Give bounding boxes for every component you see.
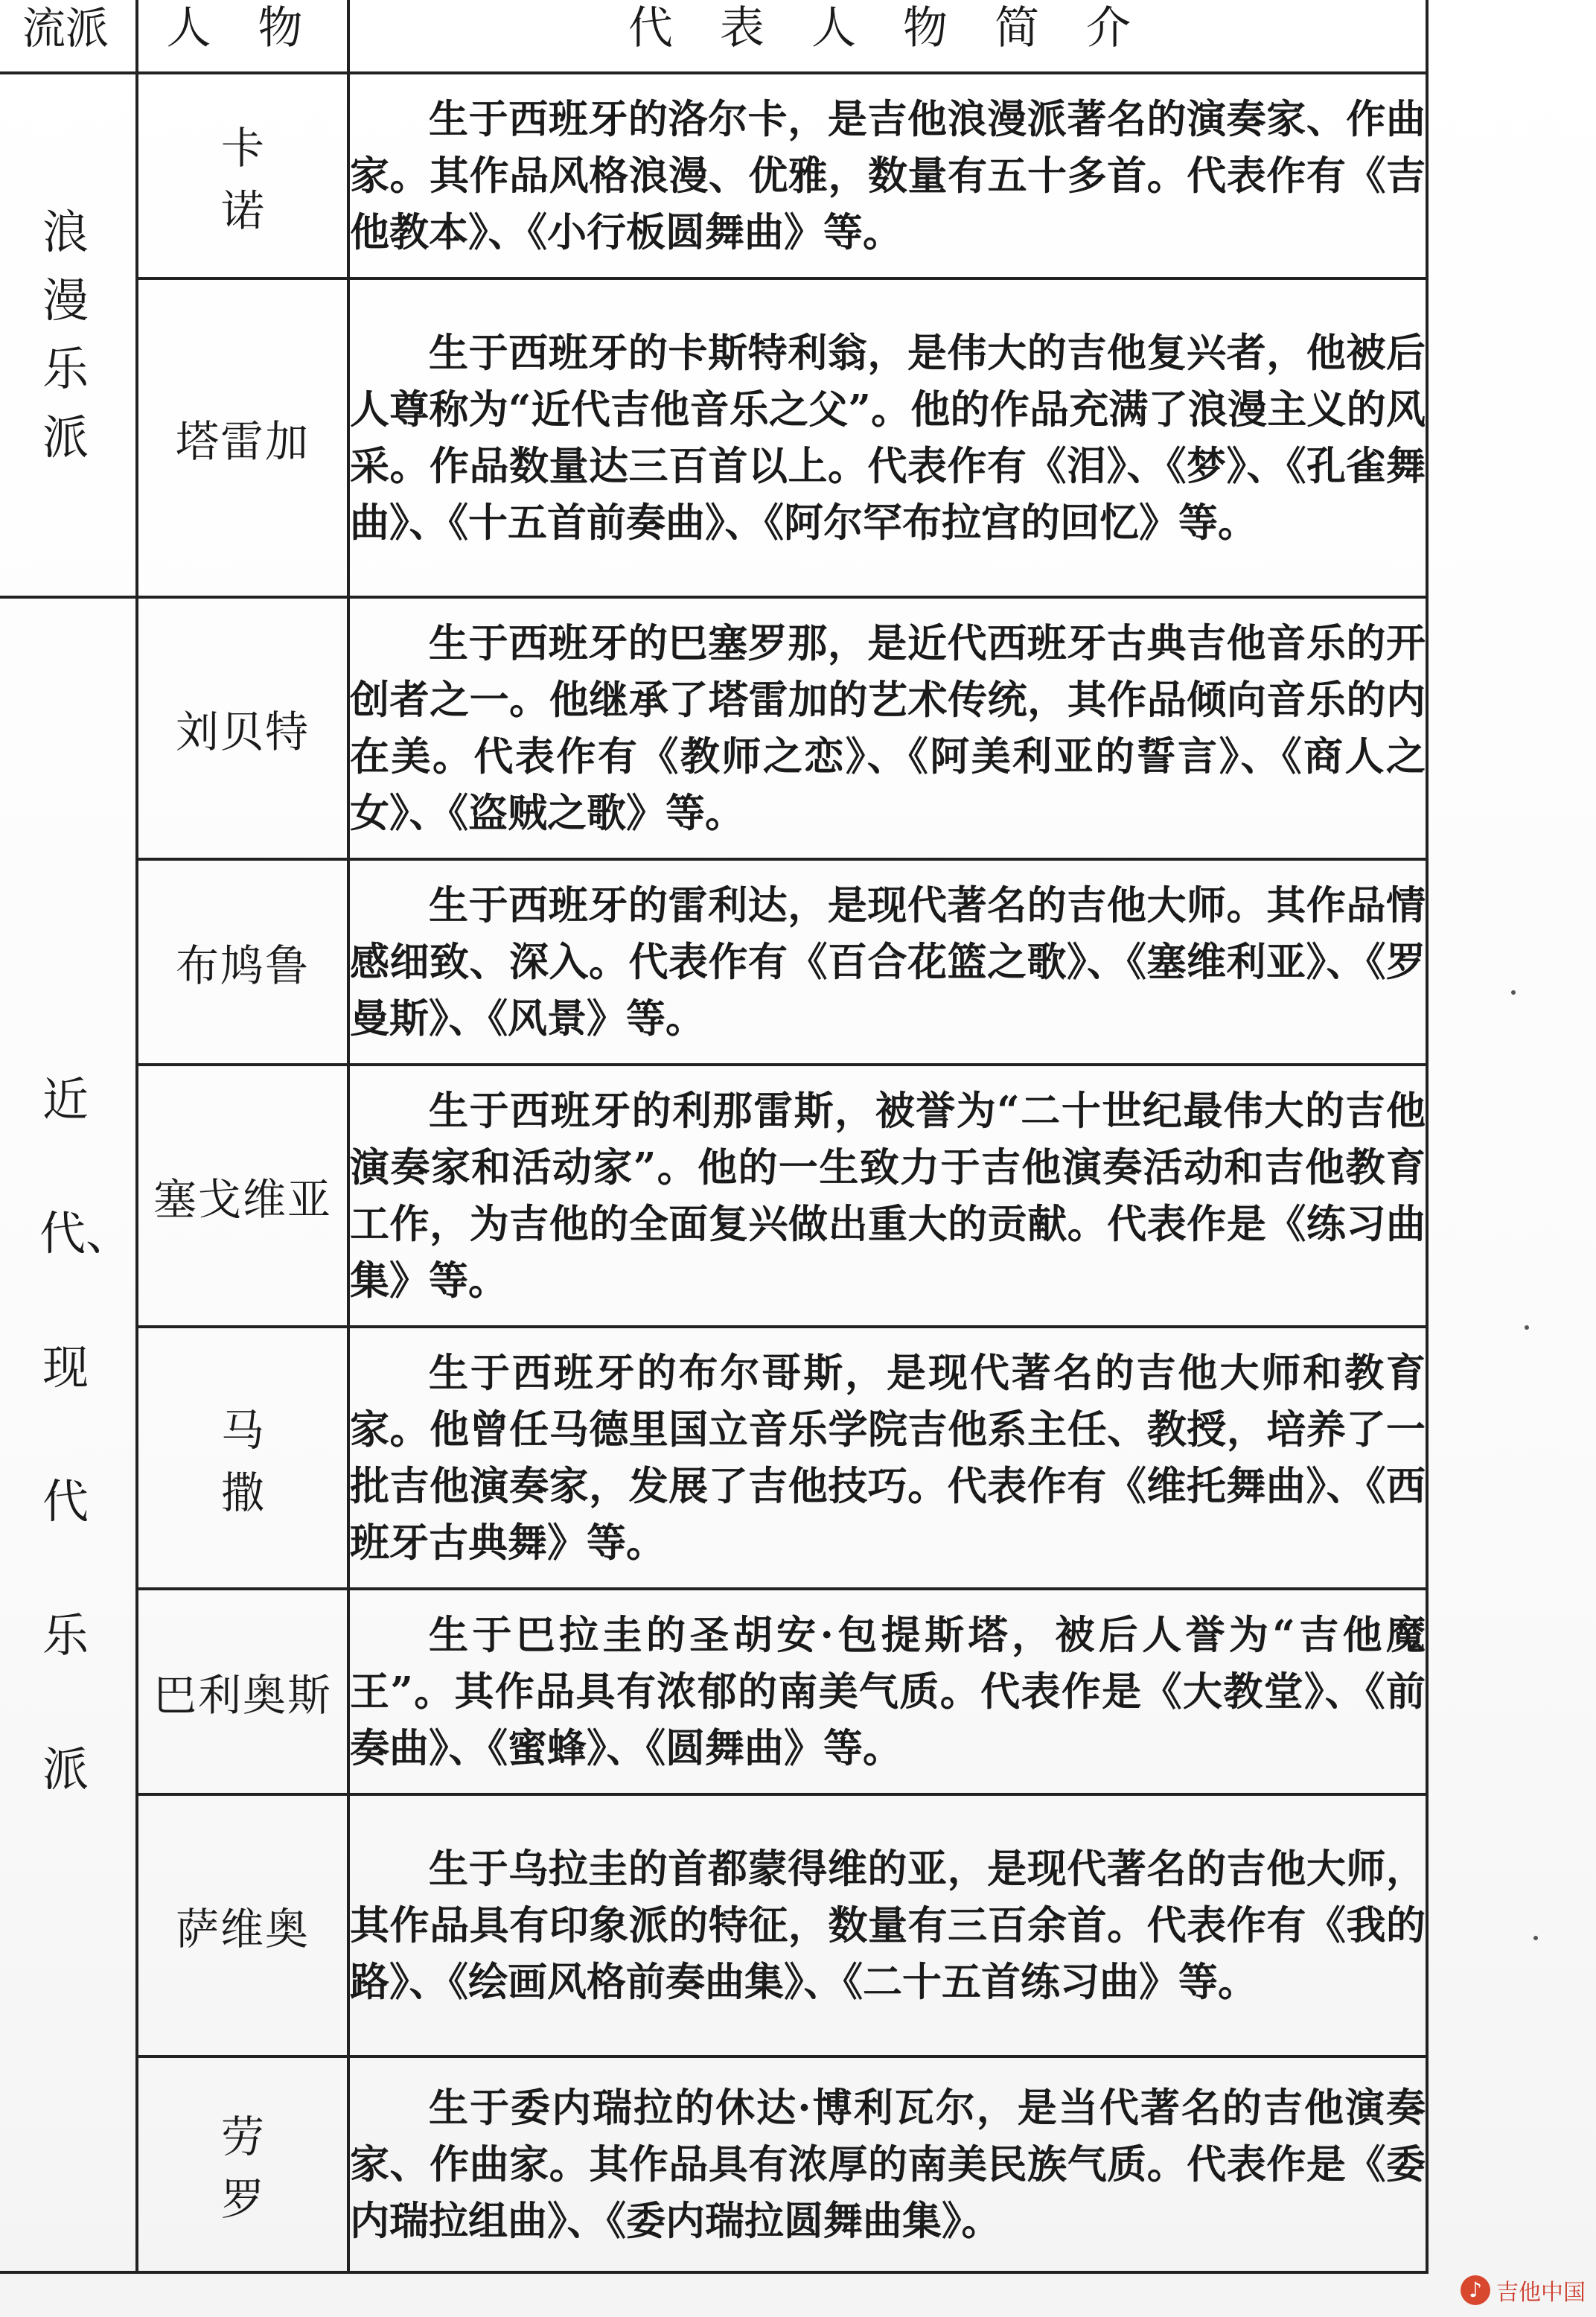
person-intro: 生于西班牙的卡斯特利翁，是伟大的吉他复兴者，他被后人尊称为“近代吉他音乐之父”。他的作品充满了浪漫主义的风采。作品数量达三百首以上。代表作有《泪》、《梦》、《孔雀舞曲》、《十五首前奏曲》、《阿尔罕布拉宫的回忆》等。 bbox=[348, 278, 1427, 597]
table-row bbox=[0, 597, 1427, 859]
person-intro: 生于巴拉圭的圣胡安·包提斯塔，被后人誉为“吉他魔王”。其作品具有浓郁的南美气质。代表作是《大教堂》、《前奏曲》、《蜜蜂》、《圆舞曲》等。 bbox=[348, 1589, 1427, 1794]
person-name: 卡 诺 bbox=[137, 73, 348, 278]
school-name: 浪漫乐派 bbox=[42, 205, 89, 465]
person-name: 布鸠鲁 bbox=[137, 859, 348, 1065]
person-intro: 生于西班牙的雷利达，是现代著名的吉他大师。其作品情感细致、深入。代表作有《百合花篮之歌》、《塞维利亚》、《罗曼斯》、《风景》等。 bbox=[348, 859, 1427, 1065]
header-school: 流派 bbox=[0, 0, 137, 73]
header-person: 人 物 bbox=[137, 0, 348, 73]
table-row bbox=[0, 2056, 1427, 2272]
table-row bbox=[0, 1794, 1427, 2056]
scan-speck bbox=[1533, 1936, 1538, 1940]
person-intro: 生于西班牙的巴塞罗那，是近代西班牙古典吉他音乐的开创者之一。他继承了塔雷加的艺术传统，其作品倾向音乐的内在美。代表作有《教师之恋》、《阿美利亚的誓言》、《商人之女》、《盗贼之歌》等。 bbox=[348, 597, 1427, 859]
table-row bbox=[0, 1589, 1427, 1794]
header-intro: 代 表 人 物 简 介 bbox=[348, 0, 1427, 73]
guitar-china-logo-icon: ♪ bbox=[1461, 2275, 1490, 2305]
school-cell-modern bbox=[0, 597, 137, 2272]
person-intro: 生于西班牙的利那雷斯，被誉为“二十世纪最伟大的吉他演奏家和活动家”。他的一生致力于吉他演奏活动和吉他教育工作，为吉他的全面复兴做出重大的贡献。代表作是《练习曲集》等。 bbox=[348, 1065, 1427, 1327]
scan-speck bbox=[1525, 1325, 1529, 1330]
person-name: 巴利奥斯 bbox=[137, 1589, 348, 1794]
table-row bbox=[0, 278, 1427, 597]
person-name: 萨维奥 bbox=[137, 1794, 348, 2056]
person-name: 塔雷加 bbox=[137, 278, 348, 597]
person-intro: 生于乌拉圭的首都蒙得维的亚，是现代著名的吉他大师，其作品具有印象派的特征，数量有三百余首。代表作有《我的路》、《绘画风格前奏曲集》、《二十五首练习曲》等。 bbox=[348, 1794, 1427, 2056]
table-row bbox=[0, 1065, 1427, 1327]
watermark bbox=[1461, 2274, 1586, 2307]
school-cell-romantic bbox=[0, 73, 137, 597]
person-intro: 生于西班牙的洛尔卡，是吉他浪漫派著名的演奏家、作曲家。其作品风格浪漫、优雅，数量有五十多首。代表作有《吉他教本》、《小行板圆舞曲》等。 bbox=[348, 73, 1427, 278]
person-intro: 生于西班牙的布尔哥斯，是现代著名的吉他大师和教育家。他曾任马德里国立音乐学院吉他系主任、教授，培养了一批吉他演奏家，发展了吉他技巧。代表作有《维托舞曲》、《西班牙古典舞》等。 bbox=[348, 1327, 1427, 1589]
watermark-text: 吉他中国 bbox=[1496, 2280, 1586, 2306]
school-name: 近代、现代乐派 bbox=[39, 1072, 133, 1797]
person-name: 塞戈维亚 bbox=[137, 1065, 348, 1327]
scan-speck bbox=[1511, 990, 1516, 995]
table-row bbox=[0, 1327, 1427, 1589]
person-name: 劳 罗 bbox=[137, 2056, 348, 2272]
table-row bbox=[0, 859, 1427, 1065]
person-name: 马 撒 bbox=[137, 1327, 348, 1589]
person-name: 刘贝特 bbox=[137, 597, 348, 859]
table-row bbox=[0, 73, 1427, 278]
person-intro: 生于委内瑞拉的休达·博利瓦尔，是当代著名的吉他演奏家、作曲家。其作品具有浓厚的南美民族气质。代表作是《委内瑞拉组曲》、《委内瑞拉圆舞曲集》。 bbox=[348, 2056, 1427, 2272]
table-header-row bbox=[0, 0, 1427, 73]
